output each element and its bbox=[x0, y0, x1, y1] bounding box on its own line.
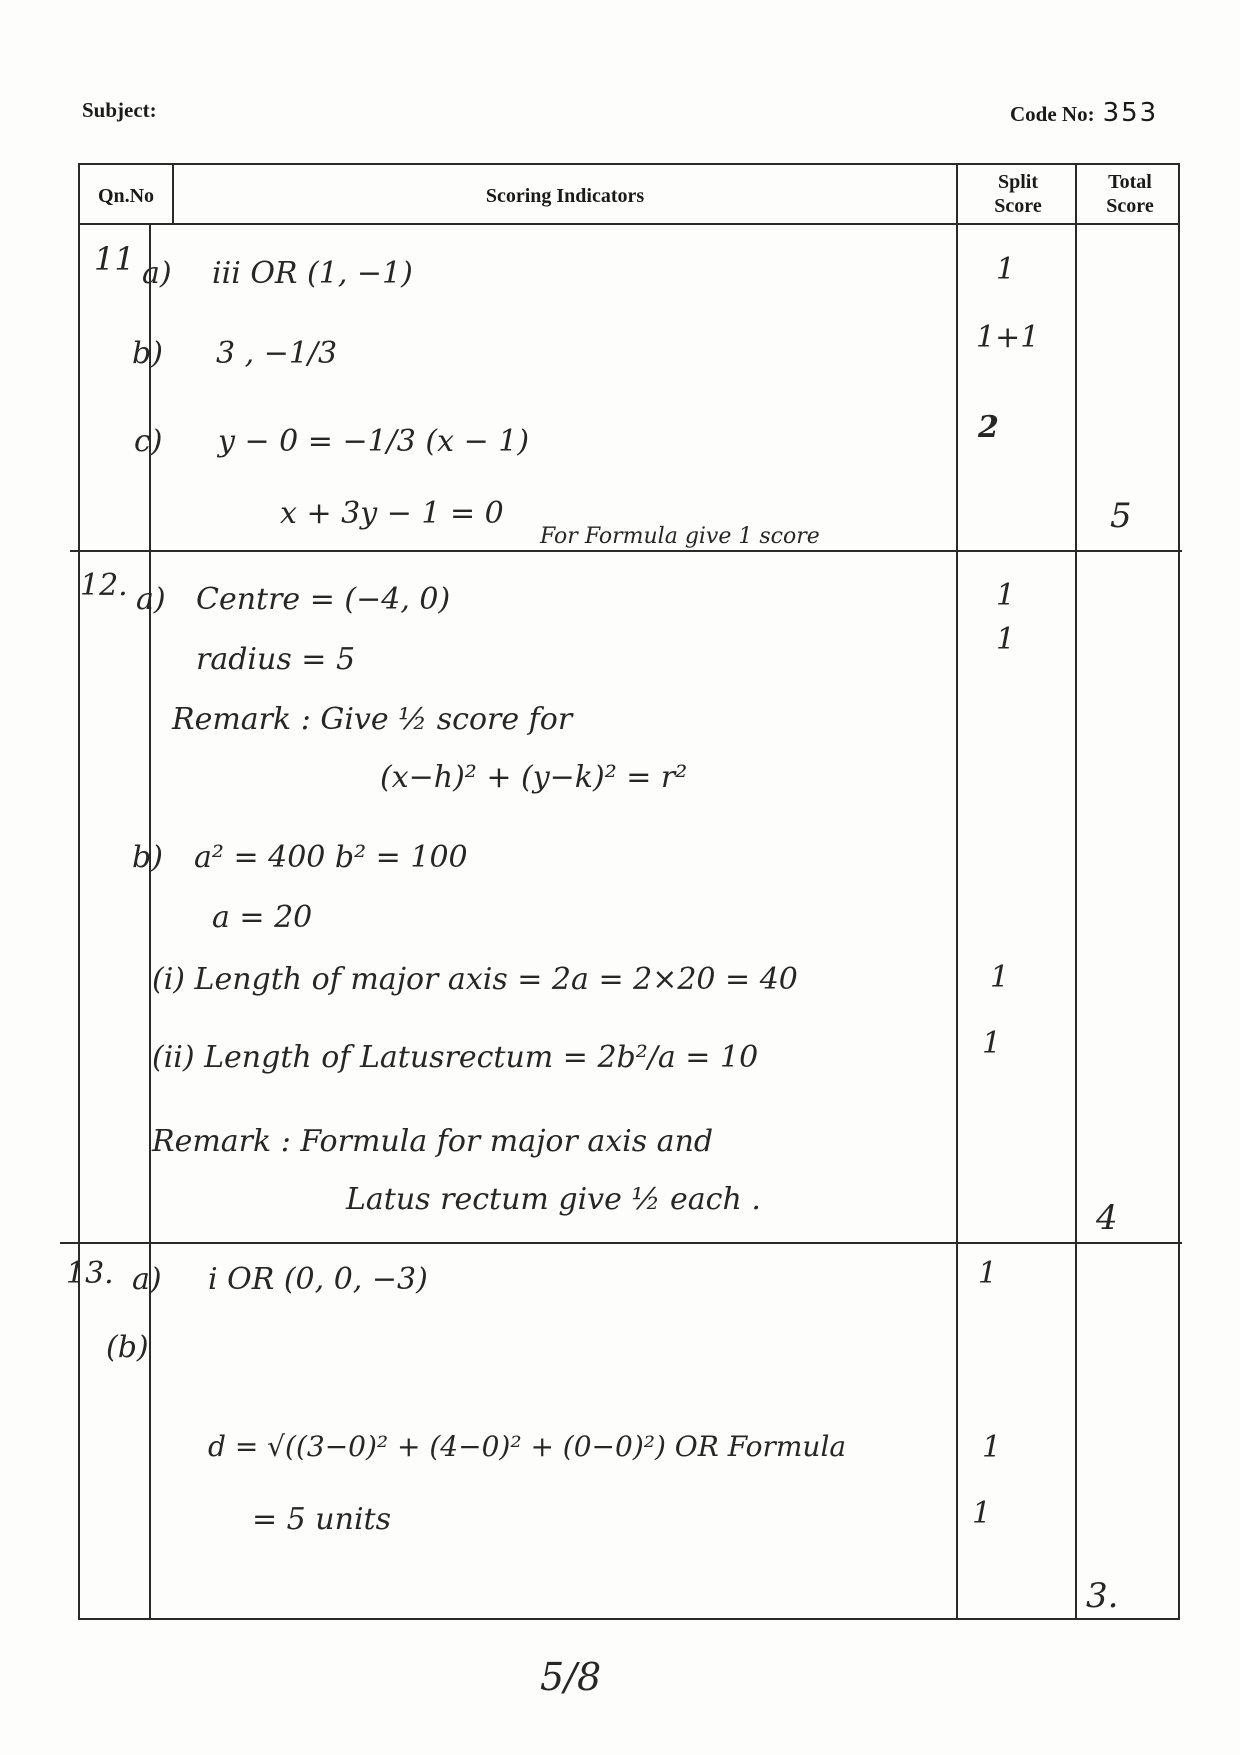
q11-part-c-label: c) bbox=[134, 424, 163, 459]
q11-b-split-score: 1+1 bbox=[976, 320, 1040, 355]
q11-part-a-answer: iii OR (1, −1) bbox=[212, 256, 413, 291]
question-number-13: 13. bbox=[66, 1256, 114, 1291]
q12-major-axis-split-score: 1 bbox=[990, 960, 1010, 995]
table-left-border bbox=[78, 163, 80, 1620]
question-number-11: 11 bbox=[94, 240, 135, 278]
q12-b-values: a² = 400 b² = 100 bbox=[194, 840, 468, 875]
row-divider-q12 bbox=[60, 1242, 1182, 1244]
q12-centre-split-score: 1 bbox=[996, 578, 1016, 613]
q13-a-split-score: 1 bbox=[978, 1256, 998, 1291]
q11-part-a-label: a) bbox=[142, 256, 172, 291]
q12-latus-rectum-split-score: 1 bbox=[982, 1026, 1002, 1061]
q13-b-split-score-1: 1 bbox=[982, 1430, 1002, 1465]
q11-part-b-answer: 3 , −1/3 bbox=[216, 336, 338, 371]
page-number: 5/8 bbox=[540, 1655, 602, 1699]
q13-part-a-label: a) bbox=[132, 1262, 162, 1297]
q13-distance-formula: d = √((3−0)² + (4−0)² + (0−0)²) OR Formula bbox=[208, 1430, 847, 1463]
q13-distance-result: = 5 units bbox=[252, 1502, 391, 1537]
q13-part-a-answer: i OR (0, 0, −3) bbox=[208, 1262, 428, 1297]
q11-part-c-equation: y − 0 = −1/3 (x − 1) bbox=[218, 424, 530, 459]
q12-b-latus-rectum: (ii) Length of Latusrectum = 2b²/a = 10 bbox=[152, 1040, 759, 1075]
total-column-divider bbox=[1075, 163, 1077, 1620]
code-label: Code No: bbox=[1010, 102, 1095, 126]
q12-total-score: 4 bbox=[1096, 1198, 1118, 1238]
split-column-divider bbox=[956, 163, 958, 1620]
q13-b-split-score-2: 1 bbox=[972, 1496, 992, 1531]
code-number bbox=[1010, 98, 1158, 128]
table-right-border bbox=[1178, 163, 1180, 1620]
question-number-12: 12. bbox=[80, 568, 128, 603]
q13-total-score: 3. bbox=[1086, 1576, 1119, 1616]
column-header-split-score: Split Score bbox=[994, 171, 1042, 217]
q11-c-split-score: 2 bbox=[978, 410, 999, 445]
q12-b-a-value: a = 20 bbox=[212, 900, 313, 935]
table-top-border bbox=[78, 163, 1180, 165]
q13-part-b-label: (b) bbox=[106, 1330, 149, 1365]
q12-remark-b: Remark : Formula for major axis and bbox=[152, 1124, 714, 1159]
q12-remark-a-formula: (x−h)² + (y−k)² = r² bbox=[380, 760, 688, 795]
q11-formula-note: For Formula give 1 score bbox=[540, 524, 820, 549]
q12-radius-split-score: 1 bbox=[996, 622, 1016, 657]
code-value: 353 bbox=[1102, 98, 1159, 128]
row-divider-q11 bbox=[70, 550, 1182, 552]
table-bottom-border bbox=[78, 1618, 1180, 1620]
q12-centre: Centre = (−4, 0) bbox=[196, 582, 451, 617]
q12-b-major-axis: (i) Length of major axis = 2a = 2×20 = 40 bbox=[152, 962, 798, 997]
q12-part-b-label: b) bbox=[132, 840, 163, 875]
column-header-total-score: Total Score bbox=[1106, 171, 1154, 217]
column-header-qno: Qn.No bbox=[97, 185, 155, 207]
q12-radius: radius = 5 bbox=[196, 642, 356, 677]
q12-remark-a: Remark : Give ½ score for bbox=[172, 702, 573, 737]
subject-label: Subject: bbox=[82, 98, 157, 122]
q11-part-b-label: b) bbox=[132, 336, 163, 371]
q12-part-a-label: a) bbox=[136, 582, 166, 617]
q11-total-score: 5 bbox=[1110, 496, 1132, 536]
q11-part-c-result: x + 3y − 1 = 0 bbox=[280, 496, 504, 531]
q11-a-split-score: 1 bbox=[996, 252, 1016, 287]
q12-remark-b-line2: Latus rectum give ½ each . bbox=[346, 1182, 761, 1217]
column-header-scoring-indicators: Scoring Indicators bbox=[485, 185, 645, 207]
header-bottom-border bbox=[78, 223, 1180, 225]
